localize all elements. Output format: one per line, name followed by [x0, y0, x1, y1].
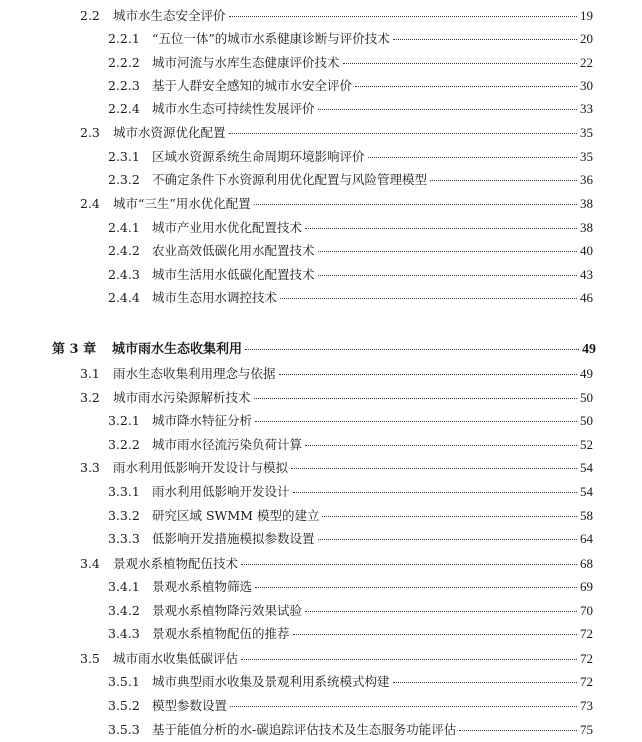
toc-entry-title: 景观水系植物配伍技术 — [113, 556, 239, 571]
toc-dot-leader — [305, 611, 577, 612]
toc-entry-number: 2.4.3 — [108, 267, 140, 282]
toc-dot-leader — [430, 180, 577, 181]
toc-section-entry — [80, 8, 593, 24]
toc-subsection-entry — [108, 674, 593, 690]
toc-entry-number: 3.5 — [80, 651, 100, 666]
toc-subsection-entry — [108, 508, 593, 524]
toc-subsection-entry — [108, 31, 593, 47]
toc-entry-title: 景观水系植物筛选 — [152, 579, 253, 594]
toc-entry-number: 3.2 — [80, 390, 100, 405]
toc-dot-leader — [318, 251, 577, 252]
toc-dot-leader — [255, 421, 577, 422]
toc-entry-number: 2.2.2 — [108, 55, 140, 70]
toc-subsection-entry — [108, 78, 593, 94]
toc-dot-leader — [291, 468, 577, 469]
toc-dot-leader — [230, 706, 577, 707]
toc-entry-title: 基于能值分析的水-碳追踪评估技术及生态服务功能评估 — [152, 722, 457, 737]
toc-entry-number: 2.3.2 — [108, 172, 140, 187]
toc-entry-title: 基于人群安全感知的城市水安全评价 — [152, 78, 353, 93]
toc-entry-title: 城市雨水污染源解析技术 — [113, 390, 251, 405]
toc-section-entry — [80, 125, 593, 141]
toc-dot-leader — [280, 298, 577, 299]
toc-entry-title: 城市生态用水调控技术 — [152, 290, 278, 305]
toc-entry-number: 第 3 章 — [52, 342, 97, 357]
toc-entry-title: 城市河流与水库生态健康评价技术 — [152, 55, 340, 70]
toc-entry-title: 城市降水特征分析 — [152, 413, 253, 428]
toc-entry-title: 雨水利用低影响开发设计 — [152, 484, 290, 499]
toc-entry-title: 城市产业用水优化配置技术 — [152, 220, 303, 235]
toc-entry-page-number: 38 — [580, 196, 593, 211]
toc-entry-title: 城市水生态可持续性发展评价 — [152, 101, 315, 116]
toc-entry-number: 3.5.2 — [108, 698, 140, 713]
toc-entry-number: 3.4.3 — [108, 626, 140, 641]
toc-entry-number: 2.3.1 — [108, 149, 140, 164]
toc-dot-leader — [229, 133, 577, 134]
toc-entry-page-number: 43 — [580, 267, 593, 282]
toc-entry-page-number: 58 — [580, 508, 593, 523]
toc-entry-title: 景观水系植物降污效果试验 — [152, 603, 303, 618]
toc-entry-title: 模型参数设置 — [152, 698, 228, 713]
toc-entry-page-number: 54 — [580, 460, 593, 475]
toc-entry-number: 2.2.3 — [108, 78, 140, 93]
toc-entry-title: 农业高效低碳化用水配置技术 — [152, 243, 315, 258]
toc-entry-title: 景观水系植物配伍的推荐 — [152, 626, 290, 641]
toc-dot-leader — [254, 204, 577, 205]
toc-entry-title: 雨水利用低影响开发设计与模拟 — [113, 460, 289, 475]
toc-entry-number: 2.2.1 — [108, 31, 140, 46]
toc-entry-number: 3.2.1 — [108, 413, 140, 428]
toc-dot-leader — [459, 730, 577, 731]
toc-dot-leader — [254, 398, 577, 399]
toc-entry-page-number: 35 — [580, 149, 593, 164]
toc-entry-title: 城市生活用水低碳化配置技术 — [152, 267, 315, 282]
toc-dot-leader — [368, 157, 577, 158]
toc-entry-title: 城市雨水径流污染负荷计算 — [152, 437, 303, 452]
toc-entry-title: 低影响开发措施模拟参数设置 — [152, 531, 315, 546]
toc-entry-number: 3.4 — [80, 556, 100, 571]
toc-entry-number: 3.2.2 — [108, 437, 140, 452]
toc-subsection-entry — [108, 55, 593, 71]
toc-entry-number: 2.4.1 — [108, 220, 140, 235]
toc-subsection-entry — [108, 698, 593, 714]
toc-section-entry — [80, 366, 593, 382]
toc-subsection-entry — [108, 626, 593, 642]
toc-entry-page-number: 75 — [580, 722, 593, 737]
toc-entry-number: 2.2 — [80, 8, 100, 23]
toc-entry-page-number: 49 — [582, 342, 596, 357]
toc-entry-title: 城市典型雨水收集及景观利用系统模式构建 — [152, 674, 390, 689]
toc-dot-leader — [279, 374, 577, 375]
toc-section-entry — [80, 651, 593, 667]
toc-entry-title: 城市水生态安全评价 — [113, 8, 226, 23]
toc-subsection-entry — [108, 290, 593, 306]
toc-entry-number: 3.3.3 — [108, 531, 140, 546]
toc-subsection-entry — [108, 437, 593, 453]
toc-entry-title: 城市雨水生态收集利用 — [112, 342, 243, 357]
toc-entry-title: 研究区域 SWMM 模型的建立 — [152, 508, 320, 523]
toc-entry-page-number: 72 — [580, 626, 593, 641]
toc-entry-title: 城市雨水收集低碳评估 — [113, 651, 239, 666]
toc-entry-page-number: 46 — [580, 290, 593, 305]
toc-dot-leader — [241, 659, 577, 660]
toc-subsection-entry — [108, 243, 593, 259]
toc-subsection-entry — [108, 722, 593, 738]
toc-entry-page-number: 40 — [580, 243, 593, 258]
toc-entry-number: 2.2.4 — [108, 101, 140, 116]
toc-entry-number: 2.4.2 — [108, 243, 140, 258]
toc-entry-number: 3.5.3 — [108, 722, 140, 737]
toc-entry-title: 区域水资源系统生命周期环境影响评价 — [152, 149, 365, 164]
toc-entry-page-number: 20 — [580, 31, 593, 46]
toc-section-entry — [80, 556, 593, 572]
toc-entry-page-number: 30 — [580, 78, 593, 93]
toc-entry-page-number: 68 — [580, 556, 593, 571]
toc-entry-page-number: 35 — [580, 125, 593, 140]
toc-entry-page-number: 64 — [580, 531, 593, 546]
toc-dot-leader — [393, 39, 577, 40]
toc-section-entry — [80, 460, 593, 476]
toc-subsection-entry — [108, 149, 593, 165]
toc-entry-number: 3.4.2 — [108, 603, 140, 618]
toc-dot-leader — [241, 564, 577, 565]
toc-subsection-entry — [108, 579, 593, 595]
toc-dot-leader — [318, 539, 577, 540]
toc-entry-title: “五位一体”的城市水系健康诊断与评价技术 — [152, 31, 390, 46]
toc-section-entry — [80, 196, 593, 212]
toc-entry-page-number: 72 — [580, 651, 593, 666]
toc-section-entry — [80, 390, 593, 406]
toc-entry-title: 雨水生态收集利用理念与依据 — [113, 366, 276, 381]
toc-entry-page-number: 36 — [580, 172, 593, 187]
toc-entry-page-number: 49 — [580, 366, 593, 381]
toc-subsection-entry — [108, 484, 593, 500]
toc-dot-leader — [318, 275, 577, 276]
toc-entry-page-number: 50 — [580, 413, 593, 428]
toc-entry-number: 3.4.1 — [108, 579, 140, 594]
toc-chapter-entry — [52, 342, 596, 358]
toc-entry-page-number: 73 — [580, 698, 593, 713]
toc-entry-page-number: 52 — [580, 437, 593, 452]
toc-dot-leader — [229, 16, 577, 17]
toc-entry-page-number: 33 — [580, 101, 593, 116]
toc-subsection-entry — [108, 172, 593, 188]
toc-entry-page-number: 72 — [580, 674, 593, 689]
toc-subsection-entry — [108, 267, 593, 283]
toc-dot-leader — [322, 516, 577, 517]
toc-subsection-entry — [108, 531, 593, 547]
toc-dot-leader — [318, 109, 577, 110]
toc-entry-number: 3.3 — [80, 460, 100, 475]
toc-subsection-entry — [108, 101, 593, 117]
toc-dot-leader — [255, 587, 577, 588]
toc-entry-title: 不确定条件下水资源利用优化配置与风险管理模型 — [152, 172, 428, 187]
toc-entry-page-number: 19 — [580, 8, 593, 23]
toc-entry-number: 3.3.1 — [108, 484, 140, 499]
toc-entry-page-number: 38 — [580, 220, 593, 235]
toc-entry-number: 2.4 — [80, 196, 100, 211]
toc-entry-page-number: 54 — [580, 484, 593, 499]
toc-dot-leader — [305, 445, 577, 446]
toc-dot-leader — [293, 492, 577, 493]
toc-entry-number: 3.3.2 — [108, 508, 140, 523]
toc-dot-leader — [245, 349, 579, 350]
toc-entry-page-number: 69 — [580, 579, 593, 594]
toc-entry-title: 城市水资源优化配置 — [113, 125, 226, 140]
toc-dot-leader — [293, 634, 577, 635]
toc-entry-number: 3.1 — [80, 366, 100, 381]
toc-dot-leader — [355, 86, 577, 87]
toc-entry-page-number: 50 — [580, 390, 593, 405]
toc-dot-leader — [305, 228, 577, 229]
toc-entry-number: 2.3 — [80, 125, 100, 140]
toc-subsection-entry — [108, 413, 593, 429]
toc-entry-number: 3.5.1 — [108, 674, 140, 689]
toc-subsection-entry — [108, 603, 593, 619]
toc-entry-number: 2.4.4 — [108, 290, 140, 305]
toc-subsection-entry — [108, 220, 593, 236]
toc-entry-page-number: 22 — [580, 55, 593, 70]
toc-dot-leader — [343, 63, 577, 64]
toc-entry-page-number: 70 — [580, 603, 593, 618]
toc-entry-title: 城市“三生”用水优化配置 — [113, 196, 251, 211]
toc-dot-leader — [393, 682, 577, 683]
